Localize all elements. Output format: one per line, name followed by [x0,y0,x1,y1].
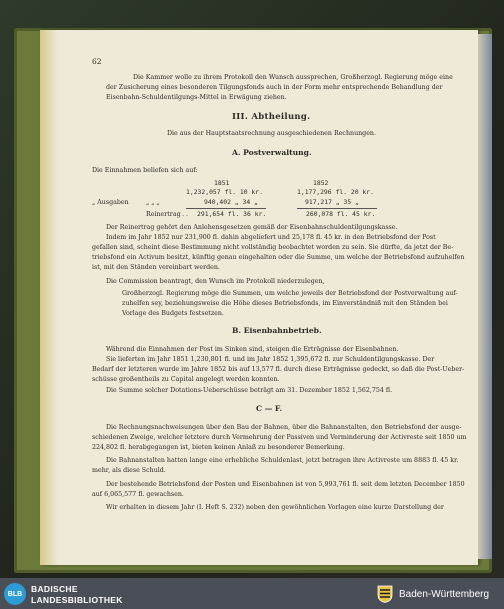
section-title: III. Abtheilung. [232,112,311,122]
table-cell: 940,402 „ 34 „ [204,198,258,206]
paragraph-line: mehr, als diese Schuld. [92,467,166,474]
paragraph-line: zuhelfen sey, beziehungsweise die Höhe dieses Betriebsfonds, im Einverständniß mit den Ständen bei [122,300,448,307]
sum-rule [297,208,377,209]
baden-wuerttemberg-crest-icon [377,585,393,603]
paragraph-line: Die Summe solcher Dotations-Ueberschüsse beträgt am 31. Dezember 1852 1,562,754 fl. [106,387,393,394]
page-edges [478,34,492,559]
intro-line: Eisenbahn-Schuldentilgungs-Mittel in Erwägung ziehen. [106,94,287,101]
page-gutter [40,30,58,565]
subsection-b-title: B. Eisenbahnbetrieb. [232,326,322,335]
paragraph-line: Sie lieferten im Jahr 1851 1,230,801 fl. und im Jahr 1852 1,395,672 fl. zur Schuldentilgungskasse. Der [106,356,435,363]
table-ditto-marks: „ „ „ [146,199,160,206]
paragraph-line: Der Reinertrag gehört den Anlehensgesetzen gemäß der Eisenbahnschuldentilgungskasse. [106,224,398,231]
einnahmen-intro: Die Einnahmen beliefen sich auf: [92,167,198,174]
paragraph-line: Während die Einnahmen der Post im Sinken sind, steigen die Erträgnisse der Eisenbahnen. [106,346,399,353]
intro-line: der Zusicherung eines besonderen Tilgungsfonds auch in der Form mehr entsprechende Behandlung der [106,84,443,91]
state-name[interactable]: Baden-Württemberg [399,589,490,600]
paragraph-line: Großherzogl. Regierung möge die Summen, um welche jeweils der Betriebsfond der Postverwaltung auf- [122,290,458,297]
table-row-label: „ Ausgaben [92,199,129,206]
section-subtitle: Die aus der Hauptstaatsrechnung ausgeschiedenen Rechnungen. [167,130,376,137]
paragraph-line: Wir erhalten in diesem Jahr (I. Heft S. 232) neben den gewöhnlichen Vorlagen eine kurze Darstellung der [106,504,444,511]
intro-line: Die Kammer wolle zu ihrem Protokoll den Wunsch aussprechen, Großherzogl. Regierung möge eine [133,74,453,81]
table-cell: 260,078 fl. 45 kr. [306,210,376,218]
table-year-1851: 1851 [214,179,230,187]
paragraph-line: Die Commission beantragt, den Wunsch im Protokoll niederzulegen, [106,278,325,285]
library-name-line1: BADISCHE [31,584,78,594]
paragraph-line: gefallen sind, scheint diese Bestimmung nicht vollständig beobachtet worden zu sein. Sie dürfte, da jetzt der Be- [92,244,454,251]
table-cell: 1,232,057 fl. 10 kr. [186,188,263,196]
paragraph-line: schiedenen Zweige, welcher letztere durch Vermehrung der Passiven und Verminderung der Activreste seit 1850 um [92,434,467,441]
paragraph-line: Bedarf der letzteren wurde im Jahre 1852 bis auf 13,577 fl. durch diese Erträgnisse gedeckt, so daß die Post-Ueber- [92,366,465,373]
table-leader-dots: . . [182,211,189,218]
paragraph-line: Die Bahnanstalten hatten lange eine erhebliche Schuldenlast, jetzt betragen ihre Activreste um 8883 fl. 45 kr. [106,457,459,464]
paragraph-line: auf 6,065,577 fl. gewachsen. [92,491,184,498]
table-cell: 291,654 fl. 36 kr. [197,210,267,218]
paragraph-line: Indem im Jahr 1852 nur 231,900 fl. dahin abgeliefert und 25,178 fl. 45 kr. in den Betriebsfond der Post [106,234,436,241]
paragraph-line: Vorlage des Budgets festsetzen. [122,310,224,317]
blb-logo-badge[interactable]: BLB [4,583,26,605]
sum-rule [186,208,266,209]
paragraph-line: 224,802 fl. herabgegangen ist, bieten keinen Anlaß zu besonderer Bemerkung. [92,444,345,451]
page-number: 62 [92,57,102,66]
table-row-label: Reinertrag [146,211,181,218]
paragraph-line: schüsse großentheils zu Capital angelegt werden konnten. [92,376,280,383]
table-cell: 1,177,296 fl. 20 kr. [297,188,374,196]
paragraph-line: triebsfond ein Activum besitzt, künftig genau eingehalten oder die Summe, um welche der Betriebsfond aufzuhelfen [92,254,465,261]
subsection-cf-title: C — F. [256,404,283,413]
library-name-line2: LANDESBIBLIOTHEK [31,595,123,605]
subsection-a-title: A. Postverwaltung. [232,148,312,157]
table-year-1852: 1852 [313,179,329,187]
paragraph-line: Die Rechnungsnachweisungen über den Bau der Bahnen, über die Bahnanstalten, den Betriebsfond der ausge- [106,424,462,431]
paragraph-line: Der bestehende Betriebsfond der Posten und Eisenbahnen ist von 5,993,761 fl. seit dem letzten December 1850 [106,481,465,488]
table-cell: 917,217 „ 35 „ [305,198,359,206]
paragraph-line: ist, mit den Ständen vereinbart werden. [92,264,220,271]
